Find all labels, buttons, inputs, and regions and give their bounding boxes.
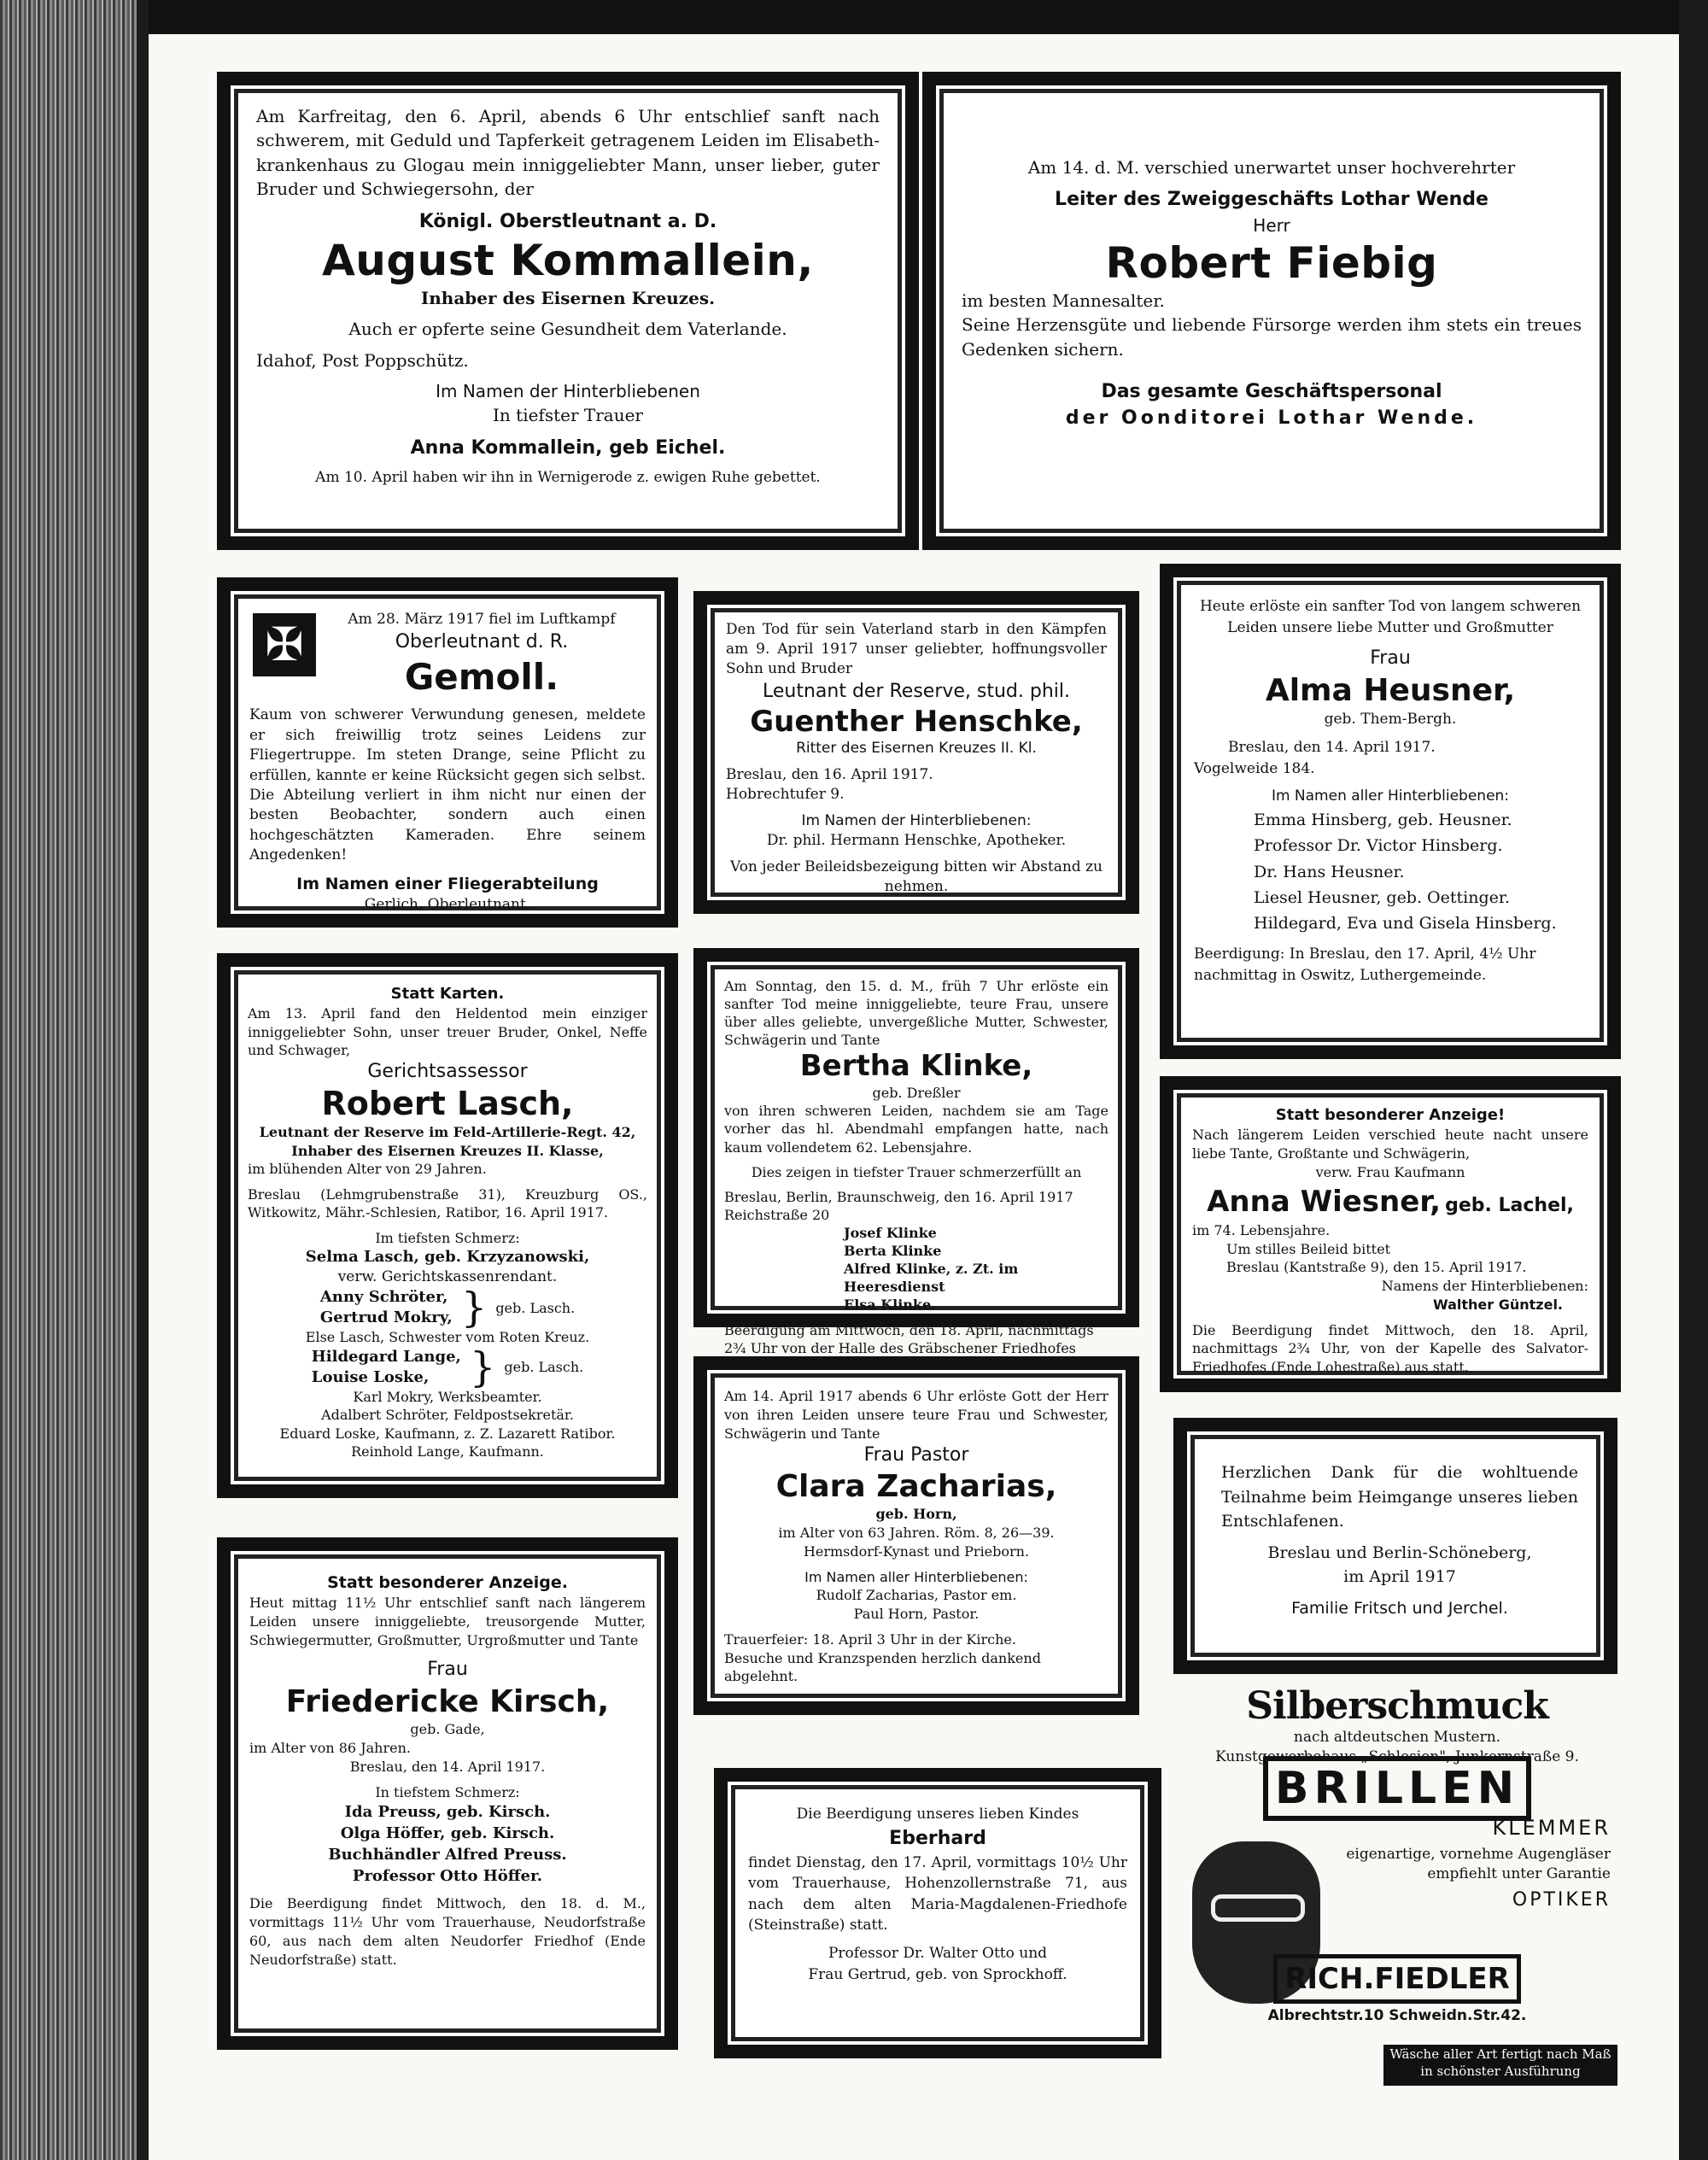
notice-name-line	[1192, 1182, 1588, 1221]
notice-footer: Beerdigung: In Breslau, den 17. April, 4½ Uhr nachmittag in Oswitz, Luthergemeinde.	[1194, 945, 1536, 984]
notice-name: Alma Heusner,	[1265, 673, 1516, 709]
signatory-maiden: geb. Lasch.	[495, 1299, 576, 1316]
notice-rank: Gerichtsassessor	[367, 1061, 528, 1083]
ad-name: RICH.FIEDLER	[1273, 1954, 1521, 2004]
signatory-group-names	[312, 1347, 461, 1388]
notice-rank: verw. Frau Kaufmann	[1315, 1163, 1465, 1180]
notice-age: im Alter von 63 Jahren. Röm. 8, 26—39.	[778, 1525, 1055, 1542]
ad-optiker: OPTIKER	[1512, 1888, 1611, 1911]
notice-text: Kaum von schwerer Verwundung genesen, meldete er sich freiwillig trotz seines Leidens zur Fliegertruppe. Im steten Drange, seine Pflicht zu erfüllen, kannte er keine Rücksicht gegen sich selbst. Die Abteilung verliert in ihm nicht nur einen der besten Beobachter, sondern auch einen hochgeschätzten Kameraden. Ehre seinem Angedenken!	[249, 706, 646, 864]
cross-glyph: ✠	[265, 618, 304, 671]
notice-footer: Besuche und Kranzspenden herzlich dankend abgelehnt.	[724, 1649, 1041, 1685]
notice-line: Leutnant der Reserve im Feld-Artillerie-Regt. 42,	[259, 1124, 636, 1141]
notice-sign: Im Namen der Hinterbliebenen	[436, 380, 700, 401]
notice-sign: Im Namen aller Hinterbliebenen:	[1271, 787, 1510, 805]
ad-line: Kunstgewerbehaus „Schlesien", Junkernstraße 9.	[1215, 1747, 1579, 1765]
ad-footer	[1184, 1954, 1611, 2024]
notice-line: Auch er opferte seine Gesundheit dem Vaterlande.	[348, 319, 787, 340]
signatory-group-names	[320, 1287, 453, 1328]
notice-place: Hermsdorf-Kynast und Prieborn.	[803, 1542, 1030, 1560]
notice-name: Robert Fiebig	[1105, 238, 1438, 289]
signatory: Else Lasch, Schwester vom Roten Kreuz.	[305, 1329, 590, 1346]
ad-body	[1337, 1816, 1611, 1911]
signatory: Josef Klinke	[844, 1225, 937, 1241]
notice-sign: Namens der Hinterbliebenen:	[1381, 1278, 1588, 1295]
notice-role: Leiter des Zweiggeschäfts Lothar Wende	[1055, 189, 1489, 211]
notice-intro: Am Karfreitag, den 6. April, abends 6 Uhr entschlief sanft nach schwerem, mit Geduld und Tapferkeit getragenem Leiden im Elisabethkrankenhaus zu Glogau mein inniggeliebter Mann, unser lieber, guter Bruder und Schwiegersohn, der	[256, 106, 880, 200]
notice-sign: Frau Gertrud, geb. von Sprockhoff.	[808, 1965, 1068, 1983]
signatory-list	[724, 1224, 1108, 1314]
notice-rank: Leutnant der Reserve, stud. phil.	[762, 680, 1071, 702]
signatory: Gertrud Mokry,	[319, 1308, 453, 1327]
notice-intro: Am 13. April fand den Heldentod mein einziger inniggeliebter Sohn, unser treuer Bruder, Onkel, Neffe und Schwager,	[248, 1005, 647, 1058]
notice-name: Clara Zacharias,	[775, 1469, 1057, 1505]
signatory: Olga Höffer, geb. Kirsch.	[340, 1824, 555, 1843]
notice-intro: Heute erlöste ein sanfter Tod von langem schweren Leiden unsere liebe Mutter und Großmutter	[1199, 598, 1582, 636]
ad-line: nach altdeutschen Mustern.	[1293, 1729, 1501, 1746]
notice-rank: Frau Pastor	[863, 1444, 969, 1466]
notice-rank: Oberleutnant d. R.	[395, 631, 569, 653]
signatory: Eduard Loske, Kaufmann, z. Z. Lazarett Ratibor.	[279, 1425, 616, 1442]
ad-brillen	[1175, 1756, 1619, 2038]
notice-line: Dies zeigen in tiefster Trauer schmerzerfüllt an	[751, 1163, 1082, 1180]
notice-sign: Professor Dr. Walter Otto und	[828, 1945, 1048, 1963]
notice-intro: Am 28. März 1917 fiel im Luftkampf	[348, 611, 616, 628]
spine-shadow	[137, 0, 149, 2160]
signatory: Anny Schröter,	[319, 1288, 448, 1307]
signatory-group	[248, 1284, 647, 1332]
notice-head: Statt Karten.	[390, 985, 505, 1003]
signatory: Emma Hinsberg, geb. Heusner.	[1254, 810, 1512, 829]
notice-footer: Die Beerdigung findet Mittwoch, den 18. d. M., vormittags 11½ Uhr vom Trauerhause, Neudorfstraße 60, aus nach dem alten Neudorfer Friedhof (Ende Neudorfstraße) statt.	[249, 1894, 646, 1968]
notice-text: Herzlichen Dank für die wohltuende Teilnahme beim Heimgange unseres lieben Entschlafenen.	[1221, 1463, 1578, 1531]
notice-kommallein	[217, 72, 919, 550]
notice-intro: Die Beerdigung unseres lieben Kindes	[796, 1806, 1079, 1823]
notice-sign: In tiefster Trauer	[493, 405, 643, 426]
signatory-list	[249, 1802, 646, 1887]
notice-honor: Ritter des Eisernen Kreuzes II. Kl.	[796, 740, 1037, 758]
notice-frau: Frau	[427, 1659, 468, 1681]
notice-intro: Am 14. April 1917 abends 6 Uhr erlöste Gott der Herr von ihren Leiden unsere teure Frau und Schwester, Schwägerin und Tante	[724, 1388, 1108, 1442]
notice-text: findet Dienstag, den 17. April, vormittags 10½ Uhr vom Trauerhause, Hohenzollernstraße 71, aus nach dem alten Maria-Magdalenen-Friedhofe (Steinstraße) statt.	[748, 1853, 1127, 1935]
notice-place: Breslau und Berlin-Schöneberg,	[1267, 1542, 1532, 1562]
signatory-group	[248, 1343, 647, 1391]
notice-intro: Heut mittag 11½ Uhr entschlief sanft nach längerem Leiden unsere inniggeliebte, treusorgende Mutter, Schwiegermutter, Großmutter, Urgroßmutter und Tante	[249, 1595, 646, 1649]
notice-age: im 74. Lebensjahre.	[1192, 1221, 1331, 1238]
notice-sign: Familie Fritsch und Jerchel.	[1291, 1598, 1508, 1618]
notice-born: geb. Horn,	[875, 1506, 957, 1523]
signatory: verw. Gerichtskassenrendant.	[337, 1268, 558, 1286]
signatory: Professor Otto Höffer.	[352, 1866, 543, 1885]
notice-name: August Kommallein,	[322, 235, 814, 285]
notice-sign: Im Namen aller Hinterbliebenen:	[804, 1568, 1028, 1585]
ad-waesche	[1383, 2045, 1617, 2086]
notice-wiesner	[1160, 1076, 1621, 1392]
notice-head: Statt besonderer Anzeige.	[327, 1573, 568, 1592]
notice-born: geb. Lachel,	[1445, 1194, 1574, 1216]
notice-sign: Gerlich, Oberleutnant.	[364, 896, 531, 914]
notice-sign: Das gesamte Geschäftspersonal	[1101, 381, 1442, 403]
notice-date: Breslau, den 14. April 1917.	[349, 1759, 546, 1776]
notice-line: Inhaber des Eisernen Kreuzes II. Klasse,	[291, 1142, 604, 1159]
brace-glyph: }	[460, 1284, 488, 1332]
notice-frau: Frau	[1370, 647, 1411, 670]
signatory: Berta Klinke	[844, 1243, 942, 1260]
notice-sign: Im Namen einer Fliegerabteilung	[296, 874, 599, 893]
signatory: Elsa Klinke.	[844, 1297, 936, 1314]
notice-klinke	[693, 948, 1139, 1356]
notice-footer: Trauerfeier: 18. April 3 Uhr in der Kirche.	[724, 1630, 1016, 1648]
signatory: Karl Mokry, Werksbeamter.	[353, 1389, 542, 1406]
notice-born: geb. Gade,	[410, 1721, 485, 1737]
notice-fritsch	[1173, 1418, 1617, 1674]
notice-place: Idahof, Post Poppschütz.	[256, 349, 469, 371]
notice-name: Friedericke Kirsch,	[285, 1683, 610, 1719]
signatory: Rudolf Zacharias, Pastor em.	[816, 1587, 1017, 1604]
notice-sign: Im tiefsten Schmerz:	[375, 1229, 520, 1246]
notice-intro: Den Tod für sein Vaterland starb in den Kämpfen am 9. April 1917 unser geliebter, hoffnungsvoller Sohn und Bruder	[726, 621, 1107, 677]
notice-signer: Anna Kommallein, geb Eichel.	[410, 436, 726, 459]
signatory: Ida Preuss, geb. Kirsch.	[344, 1803, 551, 1822]
iron-cross-icon	[253, 613, 316, 676]
notice-footer: Beerdigung am Mittwoch, den 18. April, nachmittags 2¾ Uhr von der Halle des Gräbschener Friedhofes	[724, 1321, 1094, 1356]
ad-brand: KLEMMER	[1492, 1816, 1611, 1840]
signatory: Dr. Hans Heusner.	[1254, 862, 1405, 881]
notice-age: im besten Mannesalter.	[962, 290, 1165, 312]
signatory: Paul Horn, Pastor.	[853, 1606, 980, 1623]
notice-street: Hobrechtufer 9.	[726, 786, 845, 804]
notice-name: Robert Lasch,	[321, 1084, 574, 1122]
notice-born: geb. Them-Bergh.	[1324, 711, 1457, 729]
scan-right-edge	[1679, 0, 1708, 2160]
signatory-list	[1194, 807, 1587, 937]
signatory-maiden: geb. Lasch.	[504, 1359, 584, 1376]
ad-address: Albrechtstr.10 Schweidn.Str.42.	[1267, 2007, 1527, 2024]
signatory: Hildegard, Eva und Gisela Hinsberg.	[1254, 914, 1557, 934]
book-spine	[0, 0, 137, 2160]
notice-street: Reichstraße 20	[724, 1206, 830, 1223]
notice-intro: Nach längerem Leiden verschied heute nacht unsere liebe Tante, Großtante und Schwägerin,	[1192, 1127, 1588, 1162]
notice-sign: Im Namen der Hinterbliebenen:	[801, 812, 1032, 830]
signatory: Professor Dr. Victor Hinsberg.	[1254, 836, 1503, 856]
notice-date: im April 1917	[1343, 1567, 1456, 1586]
notice-place: Breslau (Kantstraße 9), den 15. April 1917.	[1226, 1259, 1527, 1276]
notice-line: Um stilles Beileid bittet	[1226, 1240, 1390, 1257]
notice-name: Bertha Klinke,	[799, 1049, 1033, 1084]
signatory: Hildegard Lange,	[311, 1347, 461, 1366]
notice-zacharias	[693, 1356, 1139, 1715]
brace-glyph: }	[469, 1343, 496, 1391]
signatory: Selma Lasch, geb. Krzyzanowski,	[305, 1248, 590, 1267]
notice-honor: Inhaber des Eisernen Kreuzes.	[420, 287, 716, 308]
notice-street: Vogelweide 184.	[1194, 759, 1315, 777]
signatory: Buchhändler Alfred Preuss.	[328, 1845, 567, 1864]
notice-head: Statt besonderer Anzeige!	[1275, 1106, 1506, 1124]
notice-sign: der Oonditorei Lothar Wende.	[1065, 407, 1478, 430]
notice-age: im blühenden Alter von 29 Jahren.	[248, 1161, 487, 1178]
notice-text: von ihren schweren Leiden, nachdem sie am Tage vorher das hl. Abendmahl empfangen hatte, nach kaum vollendetem 62. Lebensjahre.	[724, 1103, 1108, 1156]
notice-sign: Dr. phil. Hermann Henschke, Apotheker.	[766, 832, 1067, 850]
notice-gemoll	[217, 577, 678, 928]
notice-footer: Von jeder Beileidsbezeigung bitten wir Abstand zu nehmen.	[729, 858, 1103, 895]
notice-age: im Alter von 86 Jahren.	[249, 1740, 411, 1757]
notice-rank: Königl. Oberstleutnant a. D.	[418, 210, 717, 232]
notice-heusner	[1160, 564, 1621, 1059]
ad-title: Silberschmuck	[1246, 1684, 1548, 1728]
notice-lasch	[217, 953, 678, 1498]
notice-name: Eberhard	[889, 1827, 986, 1849]
notice-sign: Walther Güntzel.	[1433, 1296, 1563, 1313]
ad-title: BRILLEN	[1263, 1756, 1531, 1821]
notice-intro: Am Sonntag, den 15. d. M., früh 7 Uhr erlöste ein sanfter Tod meine inniggeliebte, teure Frau, unsere über alles geliebte, unvergeßliche Mutter, Schwester, Schwägerin und Tante	[724, 978, 1108, 1049]
notice-fiebig	[922, 72, 1621, 550]
ad-text: eigenartige, vornehme Augengläser empfiehlt unter Garantie	[1346, 1846, 1611, 1882]
signatory: Adalbert Schröter, Feldpostsekretär.	[321, 1407, 574, 1424]
signatory: Reinhold Lange, Kaufmann.	[351, 1443, 544, 1460]
notice-text: Seine Herzensgüte und liebende Fürsorge werden ihm stets ein treues Gedenken sichern.	[962, 314, 1582, 360]
notice-sign: In tiefstem Schmerz:	[375, 1784, 520, 1801]
notice-herr: Herr	[1253, 214, 1290, 236]
notice-name: Gemoll.	[404, 655, 559, 698]
ad-silberschmuck	[1175, 1684, 1619, 1765]
ad-text: Wäsche aller Art fertigt nach Maß in schönster Ausführung	[1389, 2046, 1611, 2079]
notice-born: geb. Dreßler	[872, 1085, 961, 1102]
scan-top-edge	[0, 0, 1708, 34]
signatory: Alfred Klinke, z. Zt. im Heeresdienst	[844, 1261, 1019, 1296]
notice-name: Guenther Henschke,	[750, 704, 1083, 739]
notice-henschke	[693, 591, 1139, 914]
glasses-icon	[1211, 1894, 1305, 1922]
signatory: Liesel Heusner, geb. Oettinger.	[1254, 888, 1510, 908]
notice-intro: Am 14. d. M. verschied unerwartet unser hochverehrter	[1027, 157, 1516, 178]
notice-date: Breslau, den 14. April 1917.	[1228, 739, 1436, 756]
signatory: Louise Loske,	[311, 1367, 430, 1386]
notice-date: Breslau, den 16. April 1917.	[726, 766, 933, 784]
notice-footer: Am 10. April haben wir ihn in Wernigerode z. ewigen Ruhe gebettet.	[315, 468, 821, 486]
notice-footer: Die Beerdigung findet Mittwoch, den 18. April, nachmittags 2¾ Uhr, von der Kapelle des Salvator-Friedhofes (Ende Lohestraße) aus statt.	[1192, 1321, 1588, 1376]
notice-place: Breslau, Berlin, Braunschweig, den 16. April 1917	[724, 1188, 1073, 1205]
notice-place: Breslau (Lehmgrubenstraße 31), Kreuzburg OS., Witkowitz, Mähr.-Schlesien, Ratibor, 16. April 1917.	[248, 1185, 647, 1221]
notice-kirsch	[217, 1537, 678, 2050]
notice-eberhard	[714, 1768, 1161, 2058]
notice-name: Anna Wiesner,	[1207, 1184, 1441, 1219]
